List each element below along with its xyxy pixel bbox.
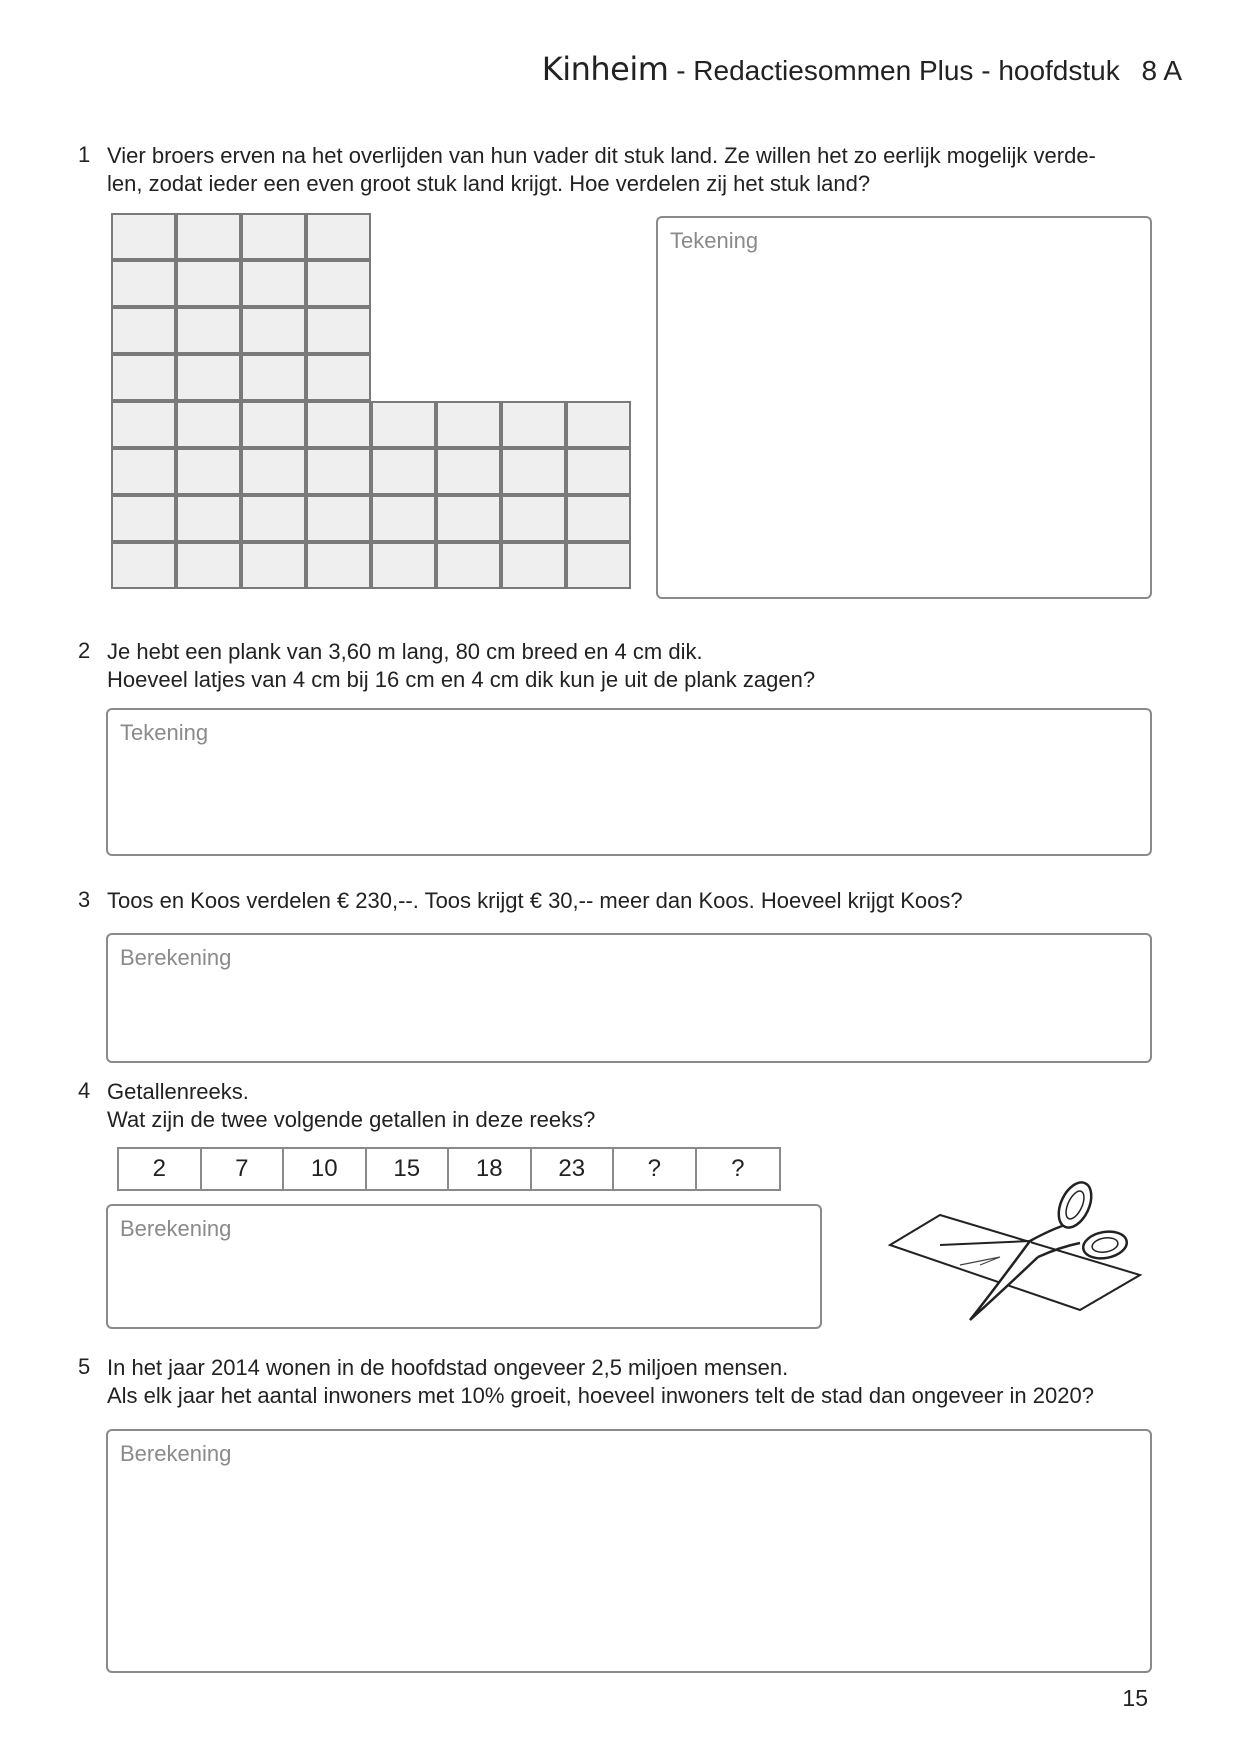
land-grid-cell — [176, 448, 241, 495]
land-grid-cell — [371, 448, 436, 495]
land-grid-cell — [241, 495, 306, 542]
land-grid-cell — [241, 354, 306, 401]
header-title: - Redactiesommen Plus - hoofdstuk — [676, 55, 1120, 86]
land-grid-cell — [566, 448, 631, 495]
land-grid-cell — [241, 260, 306, 307]
land-grid-cell — [371, 495, 436, 542]
land-grid-cell — [306, 448, 371, 495]
land-grid-cell — [111, 495, 176, 542]
sequence-cell: 23 — [532, 1149, 615, 1189]
land-grid-cell — [176, 495, 241, 542]
question-number: 3 — [78, 887, 91, 912]
drawing-box[interactable] — [106, 708, 1152, 856]
question-text — [107, 142, 1096, 198]
land-grid-cell — [241, 542, 306, 589]
sequence-cell: 2 — [119, 1149, 202, 1189]
question-line: Je hebt een plank van 3,60 m lang, 80 cm breed en 4 cm dik. — [107, 639, 703, 664]
sequence-cell: 18 — [449, 1149, 532, 1189]
question-line: Hoeveel latjes van 4 cm bij 16 cm en 4 cm dik kun je uit de plank zagen? — [107, 667, 816, 692]
sequence-cell: 15 — [367, 1149, 450, 1189]
land-grid-cell — [241, 213, 306, 260]
sequence-cell: 10 — [284, 1149, 367, 1189]
question-line: Getallenreeks. — [107, 1079, 249, 1104]
question-text — [107, 1354, 1094, 1410]
land-grid-cell — [111, 401, 176, 448]
scissors-cutting-paper-icon — [880, 1175, 1165, 1335]
land-grid-cell — [566, 495, 631, 542]
land-grid-cell — [501, 448, 566, 495]
question-number: 4 — [78, 1078, 91, 1103]
question-number: 2 — [78, 638, 91, 663]
land-grid-cell — [176, 542, 241, 589]
chapter-code: 8 A — [1141, 55, 1182, 86]
land-grid-cell — [436, 448, 501, 495]
calculation-box[interactable] — [106, 1429, 1152, 1673]
box-label: Berekening — [120, 945, 232, 970]
page-number: 15 — [1122, 1685, 1148, 1711]
land-grid-cell — [111, 213, 176, 260]
question-number: 1 — [78, 142, 91, 167]
land-grid-cell — [176, 307, 241, 354]
land-grid-cell — [176, 354, 241, 401]
question-line: In het jaar 2014 wonen in de hoofdstad ongeveer 2,5 miljoen mensen. — [107, 1355, 789, 1380]
land-grid-cell — [371, 542, 436, 589]
land-grid-cell — [111, 260, 176, 307]
calculation-box[interactable] — [106, 1204, 822, 1329]
land-grid-cell — [241, 448, 306, 495]
question-number: 5 — [78, 1354, 91, 1379]
question-line: Toos en Koos verdelen € 230,--. Toos krijgt € 30,-- meer dan Koos. Hoeveel krijgt Koos? — [107, 888, 963, 913]
question-line: Als elk jaar het aantal inwoners met 10% groeit, hoeveel inwoners telt de stad dan ongeveer in 2020? — [107, 1383, 1094, 1408]
number-sequence — [117, 1147, 781, 1191]
land-grid-cell — [436, 542, 501, 589]
land-grid-cell — [436, 495, 501, 542]
land-grid-cell — [501, 542, 566, 589]
land-grid-cell — [436, 401, 501, 448]
land-grid-cell — [501, 401, 566, 448]
land-grid-cell — [566, 401, 631, 448]
land-grid-cell — [306, 354, 371, 401]
land-grid-cell — [501, 495, 566, 542]
land-grid-cell — [566, 542, 631, 589]
drawing-box[interactable] — [656, 216, 1152, 599]
land-grid-cell — [306, 542, 371, 589]
land-grid-cell — [176, 401, 241, 448]
land-grid-cell — [306, 213, 371, 260]
land-grid-cell — [111, 307, 176, 354]
question-line: Wat zijn de twee volgende getallen in deze reeks? — [107, 1107, 596, 1132]
land-grid-cell — [111, 542, 176, 589]
land-grid-cell — [306, 401, 371, 448]
sequence-cell: ? — [614, 1149, 697, 1189]
land-grid-cell — [241, 307, 306, 354]
question-text — [107, 887, 963, 915]
question-line: Vier broers erven na het overlijden van hun vader dit stuk land. Ze willen het zo eerlijk mogelijk verde- — [107, 143, 1096, 168]
page-header — [542, 50, 1182, 88]
land-grid-cell — [306, 307, 371, 354]
land-grid-cell — [371, 401, 436, 448]
land-grid-cell — [306, 260, 371, 307]
box-label: Berekening — [120, 1216, 232, 1241]
box-label: Tekening — [670, 228, 759, 253]
question-text — [107, 638, 815, 694]
question-line: len, zodat ieder een even groot stuk land krijgt. Hoe verdelen zij het stuk land? — [107, 171, 871, 196]
land-grid-cell — [111, 354, 176, 401]
land-grid-cell — [176, 213, 241, 260]
sequence-cell: 7 — [202, 1149, 285, 1189]
land-grid-cell — [306, 495, 371, 542]
sequence-cell: ? — [731, 1155, 745, 1182]
box-label: Berekening — [120, 1441, 232, 1466]
box-label: Tekening — [120, 720, 209, 745]
calculation-box[interactable] — [106, 933, 1152, 1063]
land-grid-cell — [111, 448, 176, 495]
brand-name: Kinheim — [541, 50, 669, 88]
land-grid-cell — [241, 401, 306, 448]
question-text — [107, 1078, 595, 1134]
land-grid-cell — [176, 260, 241, 307]
